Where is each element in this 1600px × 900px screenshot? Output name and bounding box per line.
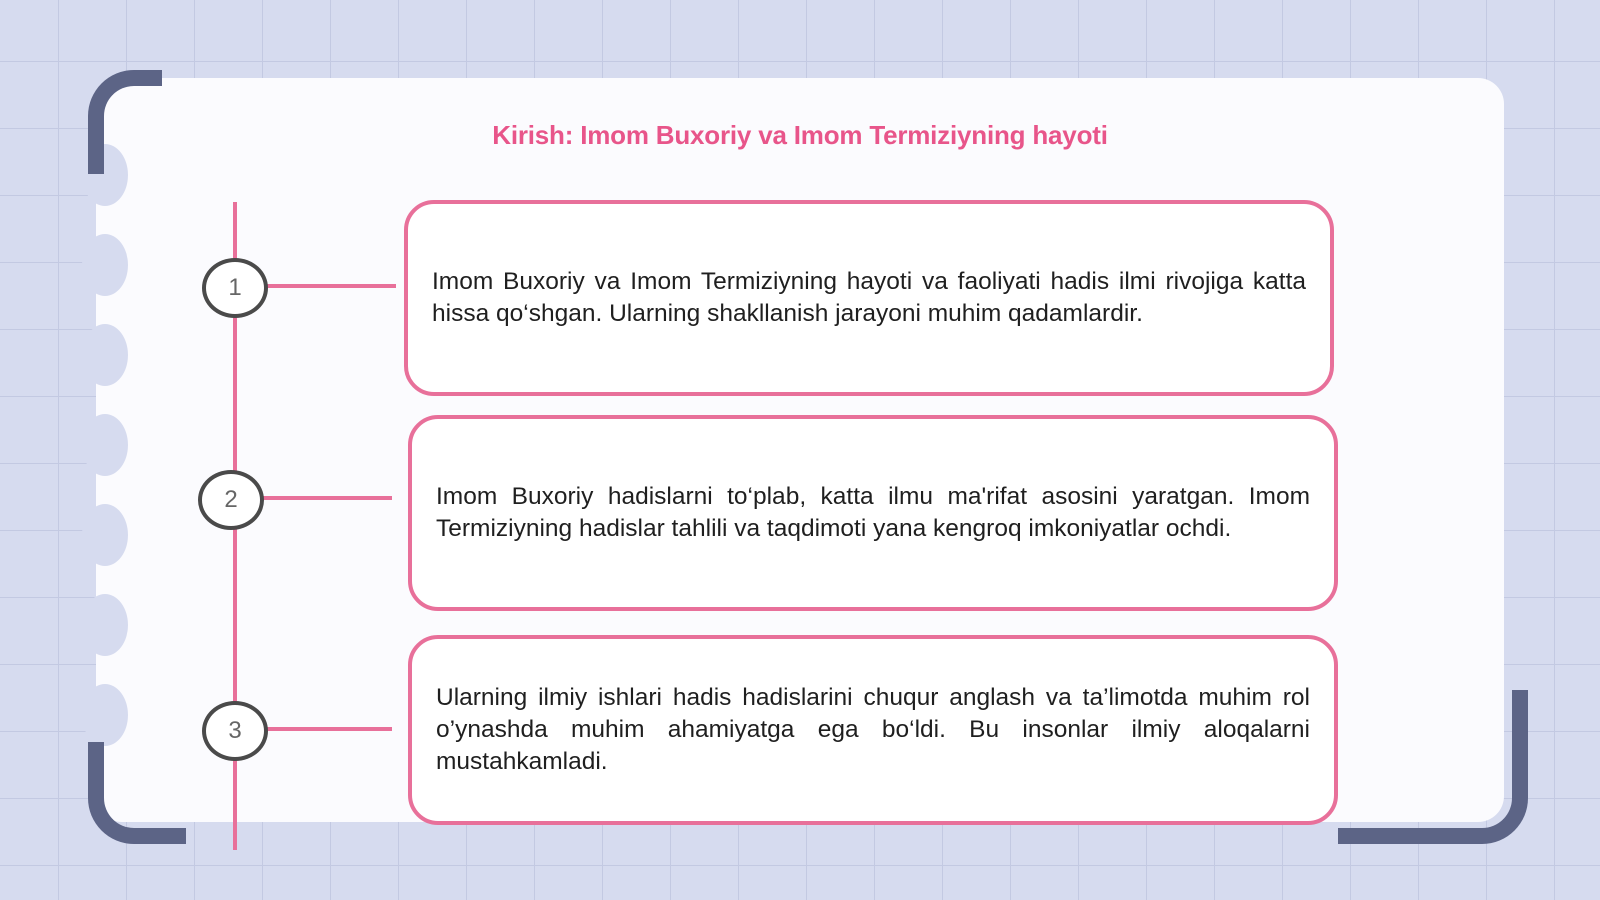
corner-bracket-bottom-left	[88, 742, 186, 844]
card-scallop	[82, 594, 128, 656]
timeline-marker-3	[202, 701, 268, 761]
timeline-card-text: Imom Buxoriy va Imom Termiziyning hayoti va faoliyati hadis ilmi rivojiga katta hissa qo‘shgan. Ularning shakllanish jarayoni muhim qadamlardir.	[432, 268, 1306, 327]
timeline-number: 3	[228, 717, 242, 744]
card-scallop	[82, 504, 128, 566]
timeline-connector	[260, 496, 392, 500]
timeline-marker-1	[202, 258, 268, 318]
card-scallop	[82, 234, 128, 296]
corner-bracket-top-left	[88, 70, 162, 174]
timeline-card-text: Imom Buxoriy hadislarni to‘plab, katta ilmu ma'rifat asosini yaratgan. Imom Termiziyning hadislar tahlili va taqdimoti yana kengroq imkoniyatlar ochdi.	[436, 483, 1310, 542]
card-scallop	[82, 684, 128, 746]
corner-bracket-bottom-right	[1338, 690, 1528, 844]
timeline-marker-2	[198, 470, 264, 530]
slide-title: Kirish: Imom Buxoriy va Imom Termiziyning hayoti	[492, 120, 1108, 150]
timeline-number: 1	[228, 274, 242, 301]
timeline-connector	[264, 284, 396, 288]
timeline-number: 2	[224, 486, 238, 513]
timeline-connector	[264, 727, 392, 731]
timeline-card-text: Ularning ilmiy ishlari hadis hadislarini chuqur anglash va ta’limotda muhim rol o’ynashda muhim ahamiyatga ega bo‘ldi. Bu insonlar ilmiy aloqalarni mustahkamladi.	[436, 684, 1310, 775]
timeline-card-1	[404, 200, 1334, 396]
timeline-card-2	[408, 415, 1338, 611]
card-scallop	[82, 414, 128, 476]
card-scallop	[82, 324, 128, 386]
timeline-card-3	[408, 635, 1338, 825]
